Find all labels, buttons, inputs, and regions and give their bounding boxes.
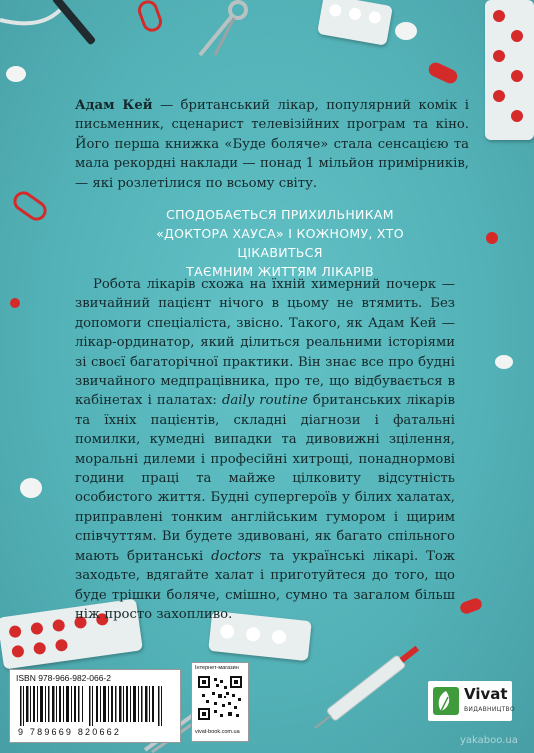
tagline-line-3: ТАЄМНИМ ЖИТТЯМ ЛІКАРІВ bbox=[186, 264, 374, 279]
isbn-label: ISBN 978-966-982-066-2 bbox=[16, 673, 111, 683]
qr-url: vivat-book.com.ua bbox=[195, 729, 240, 735]
decor-blister-right bbox=[485, 0, 534, 140]
decor-syringe bbox=[300, 630, 440, 740]
decor-blister-top bbox=[317, 0, 393, 46]
book-description bbox=[75, 275, 455, 624]
tagline-line-1: СПОДОБАЄТЬСЯ ПРИХИЛЬНИКАМ bbox=[166, 207, 394, 222]
qr-code-icon bbox=[198, 676, 242, 720]
decor-pill-white-2 bbox=[395, 22, 417, 40]
watermark: yakaboo.ua bbox=[460, 735, 518, 746]
decor-pill-white-4 bbox=[20, 478, 42, 498]
publisher-subtitle: ВИДАВНИЦТВО bbox=[464, 706, 515, 713]
tagline bbox=[120, 205, 440, 281]
description-part-2: британських лікарів та їхніх пацієнтів, складні діагнози і фатальні помилки, кумедні випадки та дивовижні зцілення, моральні дилеми і професійні хитрощі, понаднормові години праці та майже цілковиту відсутність особистого життя. Будні супергероїв у білих халатах, приправлені тонким англійським гумором і щирим співчуттям. Ви будете здивовані, як багато спільного мають британські bbox=[75, 393, 455, 564]
author-name: Адам Кей bbox=[75, 98, 153, 113]
leaf-icon bbox=[433, 687, 459, 715]
decor-pill-red-4 bbox=[459, 597, 484, 616]
description-part-1: Робота лікарів схожа на їхній химерний почерк — звичайний пацієнт нічого в цьому не втямить. Без допомоги спеціаліста, звісно. Такого, як Адам Кей — лікар-ординатор, який ділиться реальними історіями зі своєї багаторічної практики. Він знає все про будні звичайного медпрацівника, про те, що відбувається в кабінетах і палатах: bbox=[75, 277, 455, 409]
publisher-logo bbox=[428, 681, 515, 721]
qr-top-label: Інтернет-магазин bbox=[195, 665, 239, 671]
isbn-barcode-box bbox=[9, 669, 181, 743]
decor-pill-white-3 bbox=[495, 355, 513, 369]
decor-pill-red-2 bbox=[486, 232, 498, 244]
decor-scissors bbox=[190, 0, 260, 60]
author-bio bbox=[75, 96, 469, 193]
barcode-digits: 9 789669 820662 bbox=[18, 727, 122, 737]
decor-pill-red-1 bbox=[426, 60, 459, 85]
decor-pill-white-1 bbox=[6, 66, 26, 82]
description-italic-2: doctors bbox=[211, 548, 262, 564]
barcode-icon bbox=[18, 686, 168, 726]
tagline-line-2: «ДОКТОРА ХАУСА» І КОЖНОМУ, ХТО ЦІКАВИТЬСЯ bbox=[156, 226, 404, 260]
decor-pill-red-3 bbox=[10, 298, 20, 308]
description-part-3: та українські лікарі. Тож заходьте, вдягайте халат і приготуйтеся до того, що буде трішки боляче, смішно, сумно та загалом більш ніж просто захопливо. bbox=[75, 548, 455, 622]
description-italic-1: daily routine bbox=[221, 393, 308, 409]
author-bio-text: — британський лікар, популярний комік і письменник, сценарист телевізійних програм та кіно. Його перша книжка «Буде боляче» стала сенсацією та мала рекордні наклади — понад 1 мільйон примірників, — які розлетілися по всьому світу. bbox=[75, 98, 469, 191]
qr-code-box bbox=[191, 662, 249, 742]
decor-paperclip-left bbox=[10, 187, 51, 224]
publisher-name: Vivat bbox=[464, 685, 508, 703]
decor-paperclip-top bbox=[135, 0, 165, 34]
